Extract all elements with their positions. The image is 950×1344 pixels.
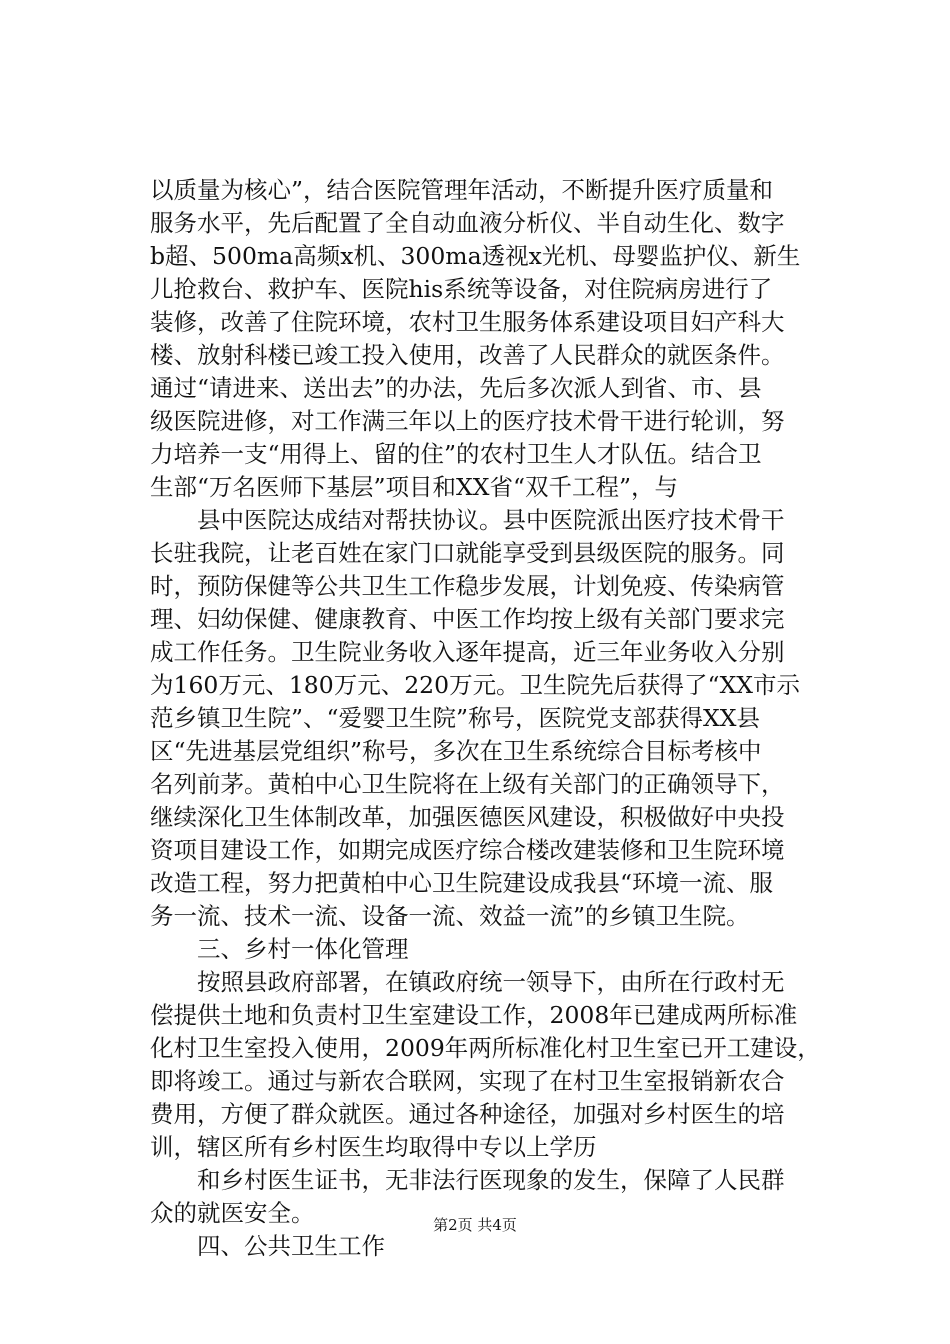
text-line: 偿提供土地和负责村卫生室建设工作，2008年已建成两所标准 xyxy=(150,1001,798,1029)
text-line: 务一流、技术一流、设备一流、效益一流”的乡镇卫生院。 xyxy=(150,902,750,930)
text-line: 以质量为核心”，结合医院管理年活动，不断提升医疗质量和 xyxy=(150,176,774,204)
text-line: 级医院进修，对工作满三年以上的医疗技术骨干进行轮训，努 xyxy=(150,407,785,435)
text-line: 儿抢救台、救护车、医院his系统等设备，对住院病房进行了 xyxy=(150,275,773,303)
text-line: 化村卫生室投入使用，2009年两所标准化村卫生室已开工建设， xyxy=(150,1034,821,1062)
page-footer: 第2页 共4页 xyxy=(433,1216,517,1234)
text-line: 即将竣工。通过与新农合联网，实现了在村卫生室报销新农合 xyxy=(150,1067,785,1095)
text-line: 继续深化卫生体制改革，加强医德医风建设，积极做好中央投 xyxy=(150,803,785,831)
text-line: 县中医院达成结对帮扶协议。县中医院派出医疗技术骨干 xyxy=(150,506,785,534)
text-line: 装修，改善了住院环境，农村卫生服务体系建设项目妇产科大 xyxy=(150,308,785,336)
text-line: 力培养一支“用得上、留的住”的农村卫生人才队伍。结合卫 xyxy=(150,440,762,468)
text-line: 生部“万名医师下基层”项目和XX省“双千工程”，与 xyxy=(150,473,679,501)
body-text xyxy=(150,174,830,1263)
text-line: 为160万元、180万元、220万元。卫生院先后获得了“XX市示 xyxy=(150,671,801,699)
text-line: 名列前茅。黄柏中心卫生院将在上级有关部门的正确领导下， xyxy=(150,770,785,798)
text-line: 通过“请进来、送出去”的办法，先后多次派人到省、市、县 xyxy=(150,374,762,402)
text-line: 长驻我院，让老百姓在家门口就能享受到县级医院的服务。同 xyxy=(150,539,785,567)
text-line: 理、妇幼保健、健康教育、中医工作均按上级有关部门要求完 xyxy=(150,605,785,633)
text-line: 和乡村医生证书，无非法行医现象的发生，保障了人民群 xyxy=(150,1166,785,1194)
text-line: 费用，方便了群众就医。通过各种途径，加强对乡村医生的培 xyxy=(150,1100,785,1128)
text-line: 成工作任务。卫生院业务收入逐年提高，近三年业务收入分别 xyxy=(150,638,785,666)
text-line: 训，辖区所有乡村医生均取得中专以上学历 xyxy=(150,1133,597,1161)
text-line: 时，预防保健等公共卫生工作稳步发展，计划免疫、传染病管 xyxy=(150,572,785,600)
text-line: 按照县政府部署，在镇政府统一领导下，由所在行政村无 xyxy=(150,968,785,996)
text-line: 改造工程，努力把黄柏中心卫生院建设成我县“环境一流、服 xyxy=(150,869,774,897)
text-line: b超、500ma高频x机、300ma透视x光机、母婴监护仪、新生 xyxy=(150,242,801,270)
text-line: 楼、放射科楼已竣工投入使用，改善了人民群众的就医条件。 xyxy=(150,341,785,369)
text-line: 区“先进基层党组织”称号，多次在卫生系统综合目标考核中 xyxy=(150,737,762,765)
section-heading: 四、公共卫生工作 xyxy=(150,1232,385,1260)
text-line: 资项目建设工作，如期完成医疗综合楼改建装修和卫生院环境 xyxy=(150,836,785,864)
text-line: 范乡镇卫生院”、“爱婴卫生院”称号，医院党支部获得XX县 xyxy=(150,704,761,732)
text-line: 众的就医安全。 xyxy=(150,1199,315,1227)
text-line: 服务水平，先后配置了全自动血液分析仪、半自动生化、数字 xyxy=(150,209,785,237)
section-heading: 三、乡村一体化管理 xyxy=(150,935,409,963)
